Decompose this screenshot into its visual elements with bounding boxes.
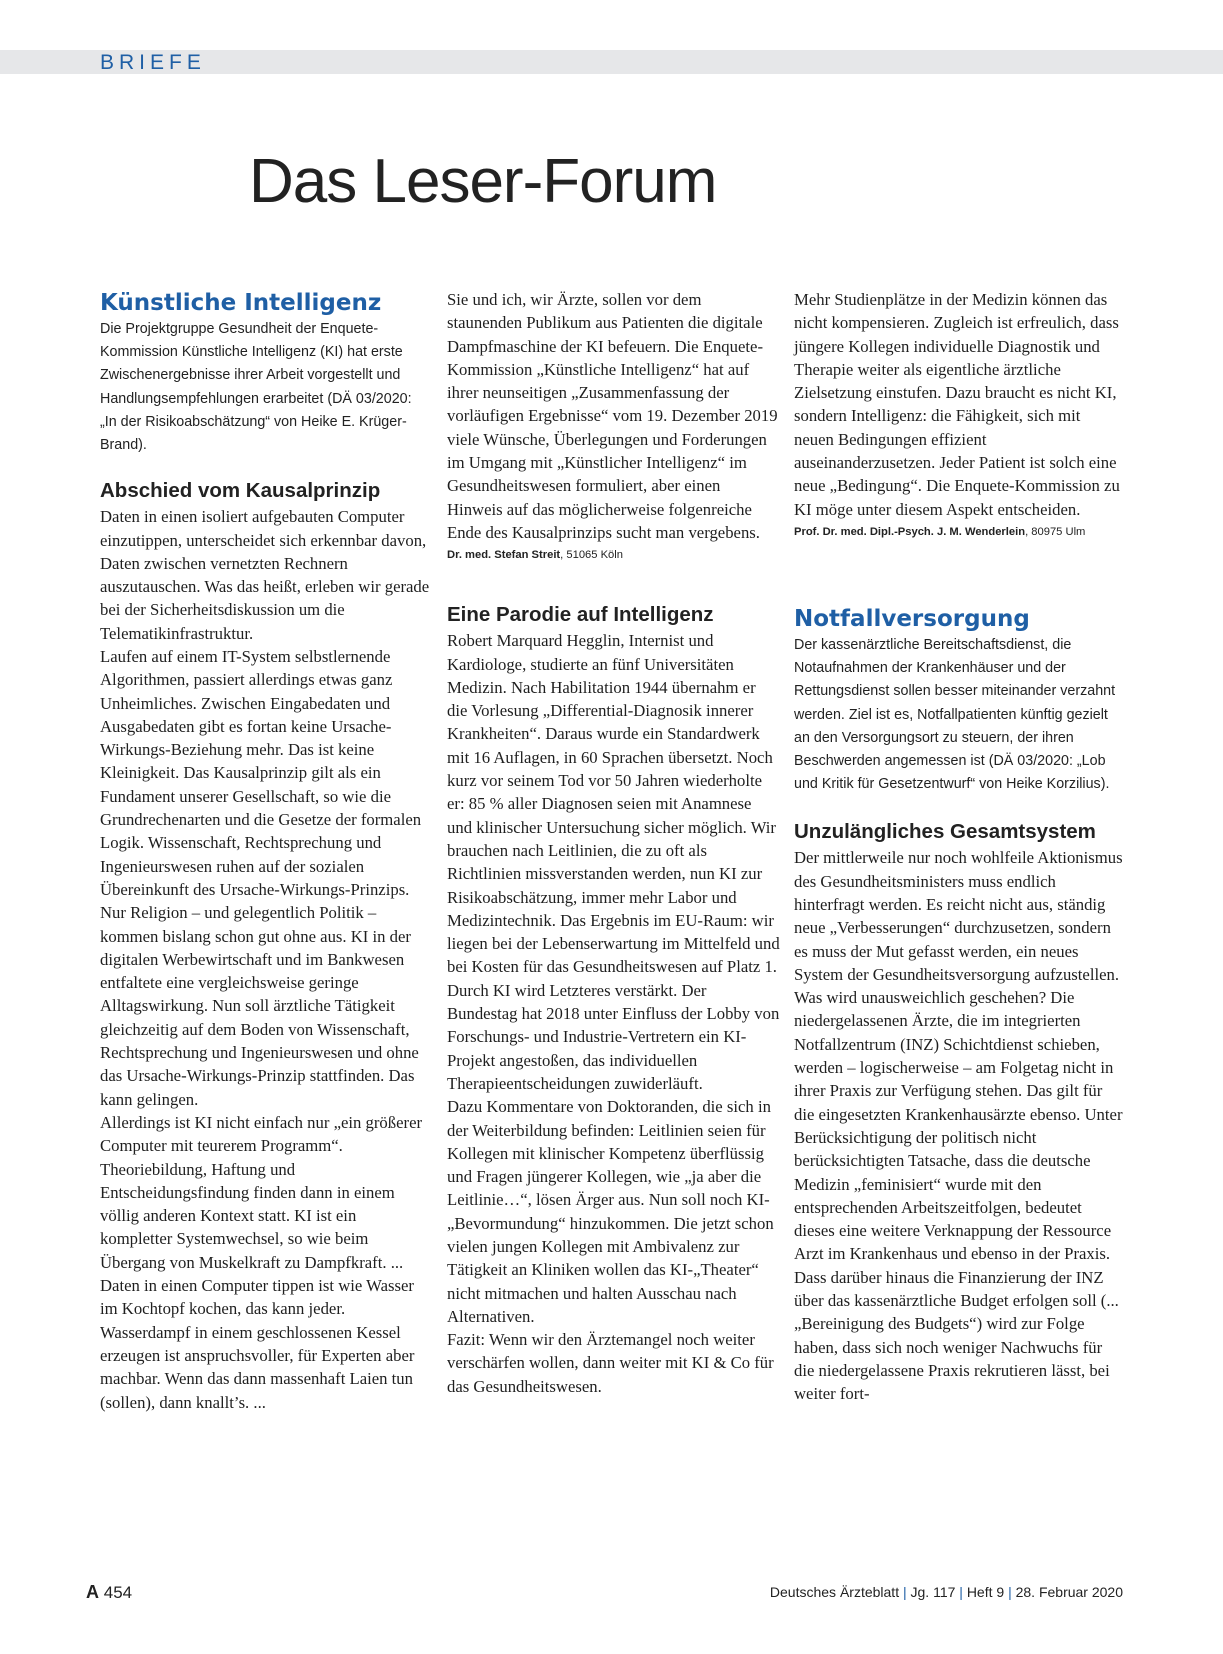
letter-paragraph: Dazu Kommentare von Doktoranden, die sich in der Weiterbildung befinden: Leitlinien seien für Kollegen mit klinischer Kompetenz überflüssig und Fragen jüngerer Kollegen, wie „ja aber die Leitlinie…“, lösen Ärger aus. Nun soll noch KI-„Bevormundung“ hinzukommen. Die jetzt schon vielen jungen Kollegen mit Ambivalenz zur Tätigkeit an Kliniken wollen das KI-„Theater“ nicht mitmachen und halten Ausschau nach Alternativen. <box>447 1097 774 1326</box>
column-1 <box>100 288 430 1414</box>
page-prefix: A <box>86 1582 99 1602</box>
letter-signature <box>794 521 1124 543</box>
page-title: Das Leser-Forum <box>249 147 717 216</box>
signature-place: , 80975 Ulm <box>1025 525 1086 538</box>
letter-paragraph: Was wird unausweichlich geschehen? Die niedergelassenen Ärzte, die im integrierten Notfallzentrum (INZ) Schichtdienst schieben, werden – logischerweise – am Folgetag nicht in ihrer Praxis zur Verfügung stehen. Das gilt für die eingesetzten Krankenhausärzte ebenso. Unter Berücksichtigung der politisch nicht berücksichtigten Tatsache, dass die deutsche Medizin „feminisiert“ wurde mit den entsprechenden Arbeitszeitfolgen, bedeutet dieses eine weitere Verknappung der Ressource Arzt im Krankenhaus und ebenso in der Praxis. <box>794 988 1123 1264</box>
letter-paragraph: Daten in einen isoliert aufgebauten Computer einzutippen, unterscheidet sich erkennbar davon, Daten zwischen vernetzten Rechnern auszutauschen. Was das heißt, erleben wir gerade bei der Sicherheitsdiskussion um die Telematikinfrastruktur. <box>100 507 430 643</box>
journal-name: Deutsches Ärzteblatt <box>769 1584 900 1600</box>
topic-intro: Der kassenärztliche Bereitschaftsdienst, die Notaufnahmen der Krankenhäuser und der Rettungsdienst sollen besser miteinander verzahnt werden. Ziel ist es, Notfallpatienten künftig gezielt an den Versorgungsort zu steuern, der ihren Beschwerden angemessen ist (DÄ 03/2020: „Lob und Kritik für Gesetzentwurf“ von Heike Korzilius). <box>794 636 1116 793</box>
page-number <box>86 1582 132 1603</box>
letter-paragraph: Allerdings ist KI nicht einfach nur „ein größerer Computer mit teurerem Programm“. Theoriebildung, Haftung und Entscheidungsfindung finden dann in einem völlig anderen Kontext statt. KI ist ein kompletter Systemwechsel, so wie beim Übergang von Muskelkraft zu Dampfkraft. ... <box>100 1112 423 1272</box>
letter-signature <box>447 544 780 566</box>
topic-heading: Künstliche Intelligenz <box>100 290 382 316</box>
section-label: BRIEFE <box>100 51 206 74</box>
signature-name: Dr. med. Stefan Streit <box>447 549 561 562</box>
letter-paragraph: Sie und ich, wir Ärzte, sollen vor dem staunenden Publikum aus Patienten die digitale Dampfmaschine der KI befeuern. Die Enquete-Kommission „Künstliche Intelligenz“ hat auf ihrer neunseitigen „Zusammenfassung der vorläufigen Ergebnisse“ vom 19. Dezember 2019 viele Wünsche, Überlegungen und Forderungen im Umgang mit „Künstlicher Intelligenz“ im Gesundheitswesen formuliert, aber einen Hinweis auf das möglicherweise folgenreiche Ende des Kausalprinzips sucht man vergebens. <box>447 290 778 542</box>
signature-name: Prof. Dr. med. Dipl.-Psych. J. M. Wenderlein <box>794 525 1026 538</box>
letter-heading: Unzulängliches Gesamtsystem <box>794 820 1096 844</box>
letter-paragraph: Dass darüber hinaus die Finanzierung der INZ über das kassenärztliche Budget erfolgen soll (... „Bereinigung des Budgets“) wird zur Folge haben, dass sich noch weniger Nachwuchs für die niedergelassene Praxis rekrutieren lässt, bei weiter fort- <box>794 1267 1119 1404</box>
column-3 <box>794 288 1124 1406</box>
separator: | <box>959 1584 963 1600</box>
publication-info <box>770 1584 1123 1600</box>
separator: | <box>902 1584 907 1600</box>
journal-issue: Heft 9 <box>966 1584 1005 1600</box>
letter-paragraph: Der mittlerweile nur noch wohlfeile Aktionismus des Gesundheitsministers muss endlich hinterfragt werden. Es reicht nicht aus, ständig neue „Verbesserungen“ durchzusetzen, sondern es muss der Mut gefasst werden, ein neues System der Gesundheitsversorgung aufzustellen. <box>794 848 1123 984</box>
column-2 <box>447 288 780 1398</box>
topic-heading: Notfallversorgung <box>794 605 1030 632</box>
letter-heading: Eine Parodie auf Intelligenz <box>447 603 714 627</box>
letter-paragraph: Robert Marquard Hegglin, Internist und Kardiologe, studierte an fünf Universitäten Medizin. Nach Habilitation 1944 übernahm er die Vorlesung „Differential-Diagnosik innerer Krankheiten“. Daraus wurde ein Standardwerk mit 16 Auflagen, in 60 Sprachen übersetzt. Noch kurz vor seinem Tod vor 50 Jahren wiederholte er: 85 % aller Diagnosen seien mit Anamnese und klinischer Untersuchung sicher möglich. Wir brauchen nach Leitlinien, die zu oft als Richtlinien missverstanden werden, nun KI zur Risikoabschätzung, immer mehr Labor und Medizintechnik. Das Ergebnis im EU-Raum: wir liegen bei der Lebenserwartung im Mittelfeld und bei Kosten für das Gesundheitswesen auf Platz 1. Durch KI wird Letzteres verstärkt. Der Bundestag hat 2018 unter Einfluss der Lobby von Forschungs- und Industrie-Vertretern ein KI-Projekt angestoßen, das individuellen Therapieentscheidungen zuwiderläuft. <box>447 631 780 1093</box>
topic-intro: Die Projektgruppe Gesundheit der Enquete-Kommission Künstliche Intelligenz (KI) hat erste Zwischenergebnisse ihrer Arbeit vorgestellt und Handlungsempfehlungen erarbeitet (DÄ 03/2020: „In der Risikoabschätzung“ von Heike E. Krüger-Brand). <box>100 321 412 454</box>
journal-volume: Jg. 117 <box>910 1584 956 1600</box>
signature-place: , 51065 Köln <box>560 549 623 562</box>
letter-paragraph: Laufen auf einem IT-System selbstlernende Algorithmen, passiert allerdings etwas ganz Unheimliches. Zwischen Eingabedaten und Ausgabedaten gibt es fortan keine Ursache-Wirkungs-Beziehung mehr. Das ist keine Kleinigkeit. Das Kausalprinzip gilt als ein Fundament unserer Gesellschaft, so wie die Grundrechenarten und die Gesetze der formalen Logik. Wissenschaft, Rechtsprechung und Ingenieurswesen ruhen auf der sozialen Übereinkunft des Ursache-Wirkungs-Prinzips. Nur Religion – und gelegentlich Politik – kommen bislang schon gut ohne aus. KI in der digitalen Werbewirtschaft und im Bankwesen entfaltete eine vergleichsweise geringe Alltagswirkung. Nun soll ärztliche Tätigkeit gleichzeitig auf dem Boden von Wissenschaft, Rechtsprechung und Ingenieurswesen und ohne das Ursache-Wirkungs-Prinzip stattfinden. Das kann gelingen. <box>100 647 422 1109</box>
letter-heading: Abschied vom Kausalprinzip <box>100 479 381 503</box>
letter-paragraph: Daten in einen Computer tippen ist wie Wasser im Kochtopf kochen, das kann jeder. Wasserdampf in einem geschlossenen Kessel erzeugen ist anspruchsvoller, für Experten aber machbar. Wenn das dann massenhaft Laien tun (sollen), dann knallt’s. ... <box>100 1276 415 1412</box>
issue-date: 28. Februar 2020 <box>1015 1584 1123 1600</box>
page-number-value: 454 <box>103 1583 133 1602</box>
letter-paragraph: Fazit: Wenn wir den Ärztemangel noch weiter verschärfen wollen, dann weiter mit KI & Co für das Gesundheitswesen. <box>447 1330 774 1396</box>
letter-paragraph: Mehr Studienplätze in der Medizin können das nicht kompensieren. Zugleich ist erfreulich, dass jüngere Kollegen individuelle Diagnostik und Therapie weiter als eigentliche ärztliche Zielsetzung einstufen. Dazu braucht es nicht KI, sondern Intelligenz: die Fähigkeit, sich mit neuen Bedingungen effizient auseinanderzusetzen. Jeder Patient ist solch eine neue „Bedingung“. Die Enquete-Kommission zu KI möge unter diesem Aspekt entscheiden. <box>794 290 1120 519</box>
separator: | <box>1008 1584 1012 1600</box>
